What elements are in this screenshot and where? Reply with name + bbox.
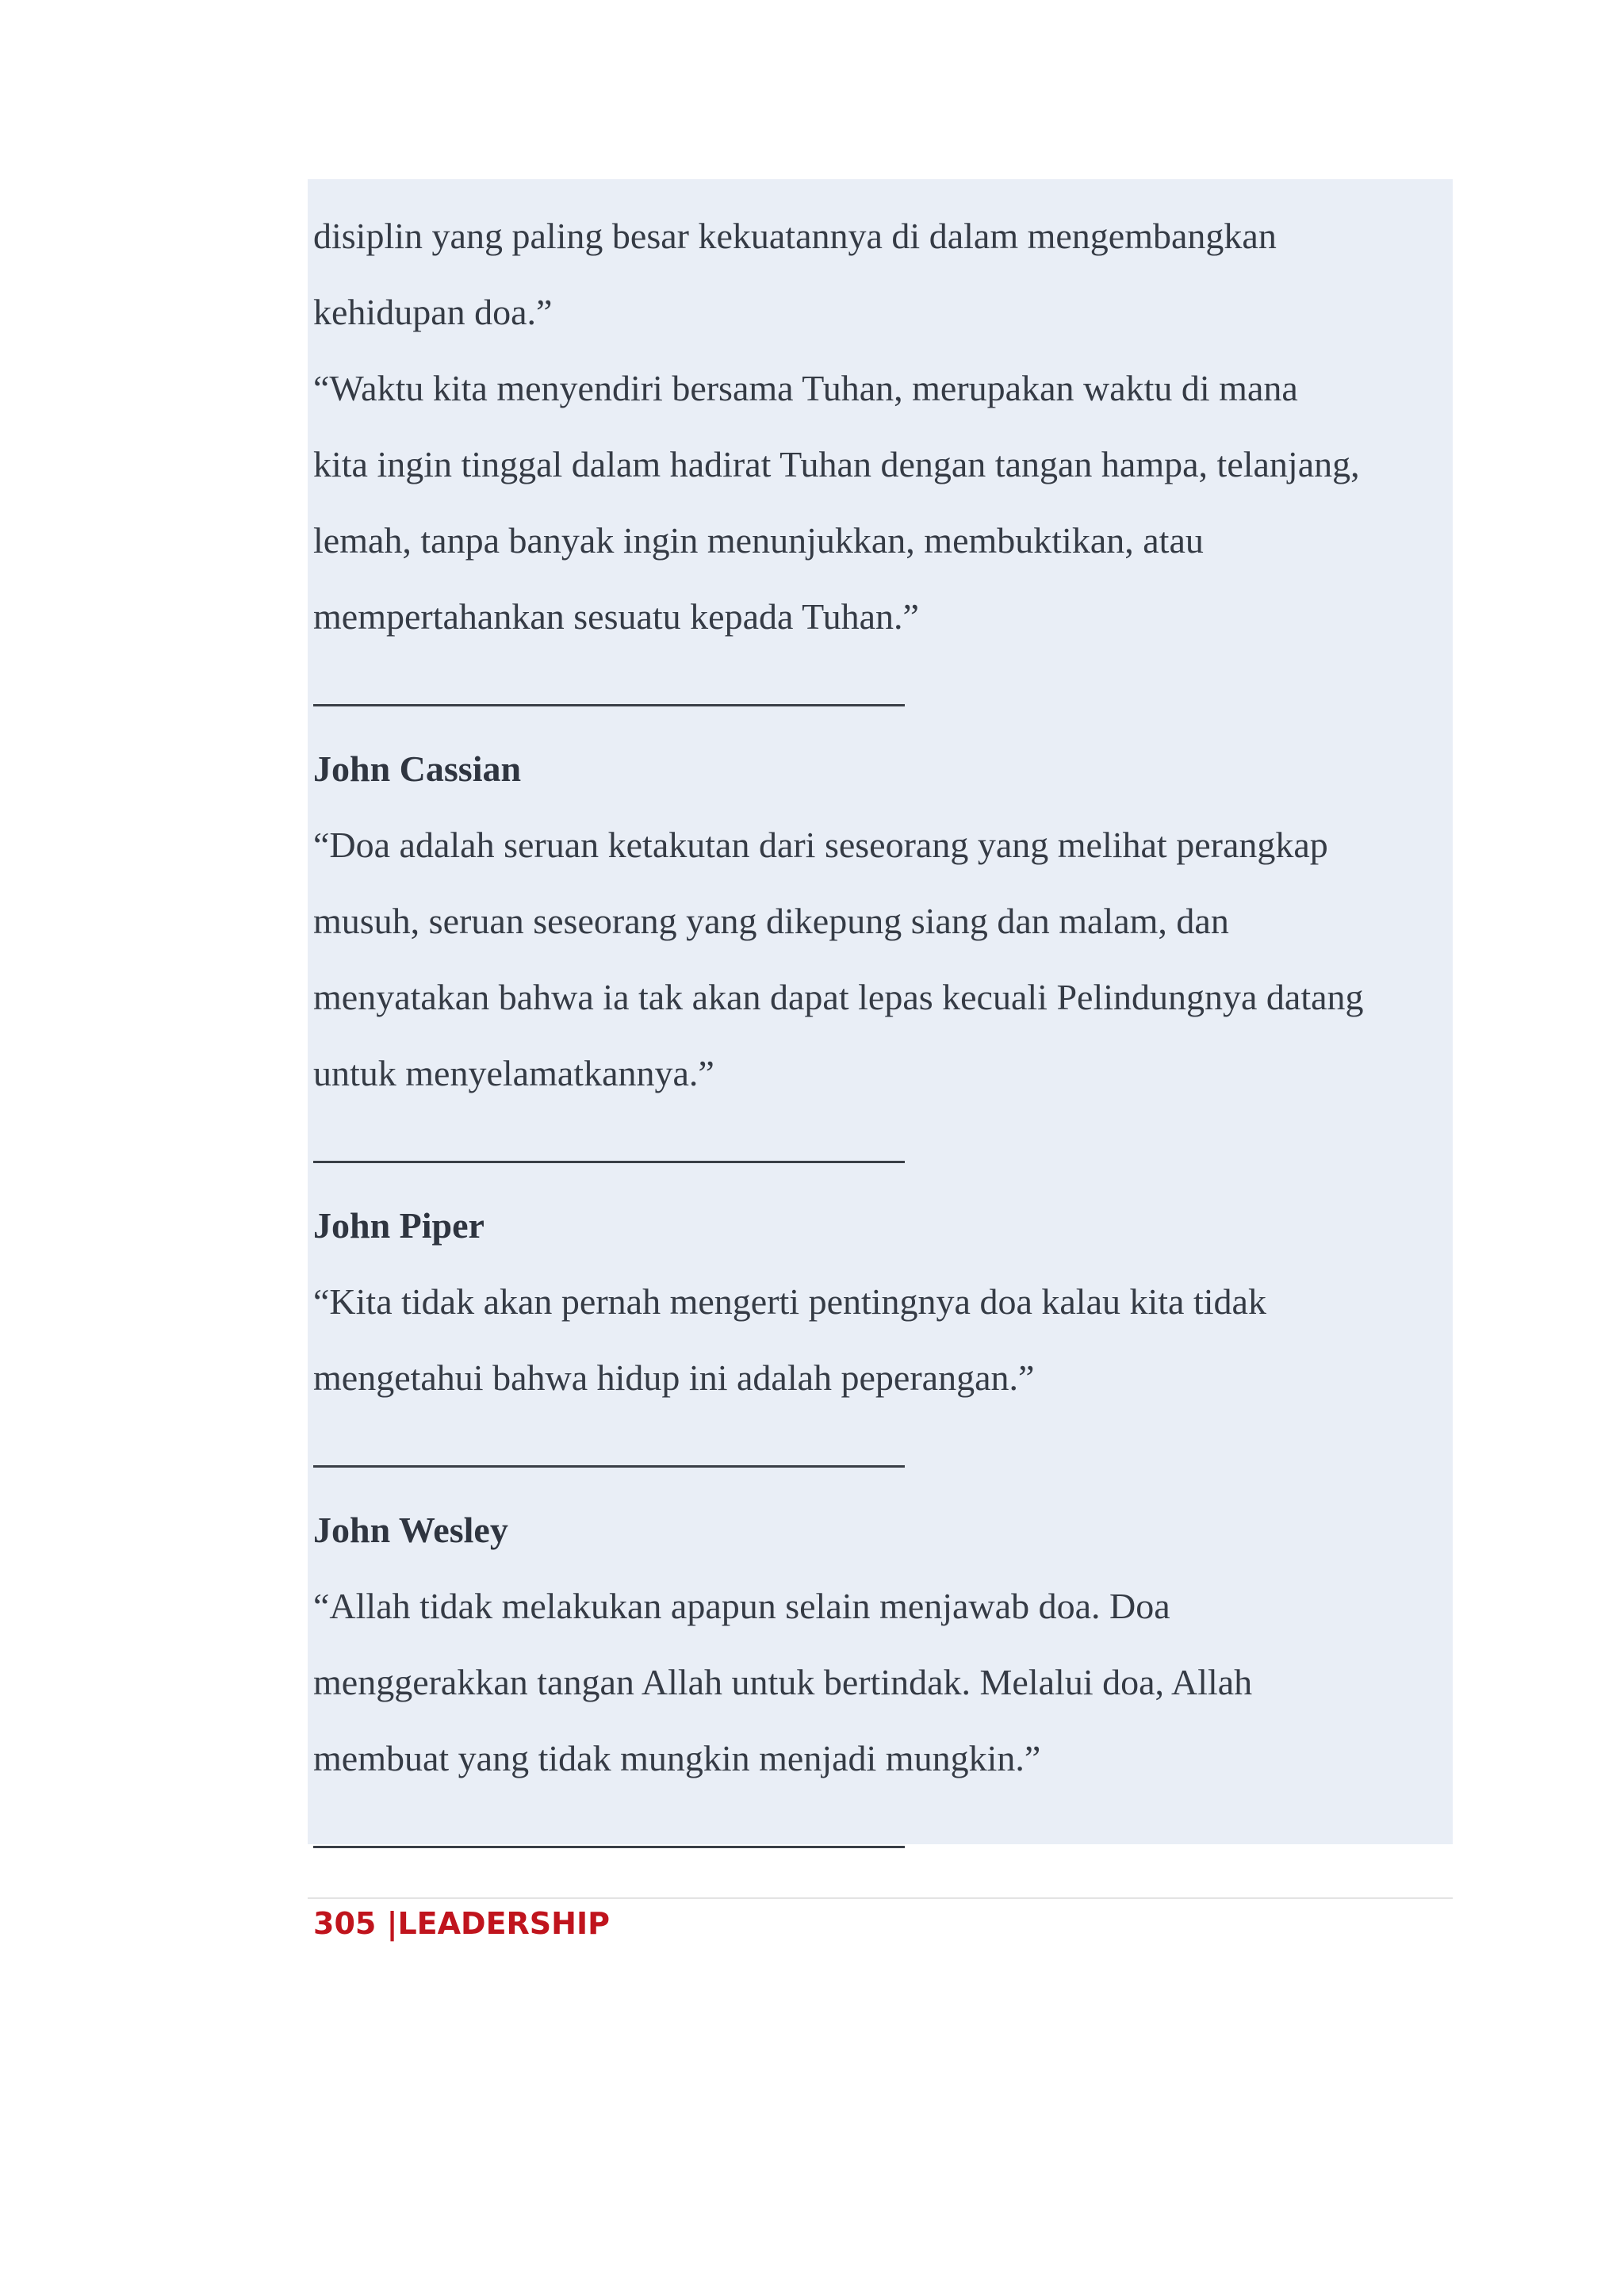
section-title: LEADERSHIP — [397, 1906, 610, 1941]
author-name: John Piper — [313, 1205, 485, 1246]
body-line: disiplin yang paling besar kekuatannya di dalam mengembangkan — [313, 216, 1277, 256]
quote-content — [313, 198, 1455, 1873]
body-line: kehidupan doa.” — [313, 292, 553, 332]
body-line: mempertahankan sesuatu kepada Tuhan.” — [313, 596, 919, 637]
author-name: John Wesley — [313, 1510, 508, 1550]
quote-line: mengetahui bahwa hidup ini adalah peperangan.” — [313, 1357, 1035, 1398]
body-line: “Waktu kita menyendiri bersama Tuhan, merupakan waktu di mana — [313, 368, 1298, 408]
quote-line: menyatakan bahwa ia tak akan dapat lepas kecuali Pelindungnya datang — [313, 977, 1364, 1017]
section-divider — [313, 1797, 1455, 1873]
footer-rule — [308, 1897, 1453, 1899]
body-line: lemah, tanpa banyak ingin menunjukkan, membuktikan, atau — [313, 520, 1204, 561]
body-line: kita ingin tinggal dalam hadirat Tuhan dengan tangan hampa, telanjang, — [313, 444, 1360, 484]
page-footer — [313, 1901, 610, 1946]
section-divider — [313, 655, 1455, 731]
quote-line: “Kita tidak akan pernah mengerti pentingnya doa kalau kita tidak — [313, 1281, 1266, 1322]
section-divider — [313, 1416, 1455, 1492]
quote-line: untuk menyelamatkannya.” — [313, 1053, 714, 1093]
author-name: John Cassian — [313, 748, 522, 789]
footer-separator: | — [386, 1906, 398, 1941]
section-divider — [313, 1112, 1455, 1188]
quote-line: “Allah tidak melakukan apapun selain menjawab doa. Doa — [313, 1586, 1170, 1626]
quote-line: “Doa adalah seruan ketakutan dari seseorang yang melihat perangkap — [313, 825, 1328, 865]
quote-line: menggerakkan tangan Allah untuk bertindak. Melalui doa, Allah — [313, 1662, 1253, 1702]
page-number: 305 — [313, 1906, 377, 1941]
quote-line: musuh, seruan seseorang yang dikepung siang dan malam, dan — [313, 901, 1229, 941]
quote-line: membuat yang tidak mungkin menjadi mungkin.” — [313, 1738, 1041, 1778]
